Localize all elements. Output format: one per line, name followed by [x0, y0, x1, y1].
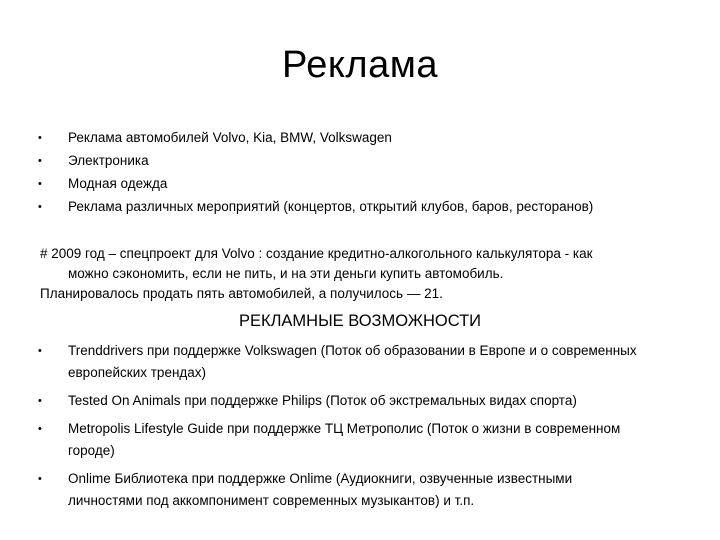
list-item	[38, 340, 648, 384]
bullet-icon: •	[38, 423, 42, 435]
list-item	[38, 196, 678, 219]
note-line: # 2009 год – спецпроект для Volvo : создание кредитно-алкогольного калькулятора - как	[40, 246, 593, 261]
bullet-icon: •	[38, 345, 42, 357]
list-item-text: Tested On Animals при поддержке Philips (Поток об экстремальных видах спорта)	[68, 393, 577, 408]
list-item-text: Реклама автомобилей Volvo, Kia, BMW, Volkswagen	[68, 130, 392, 145]
list-item	[38, 173, 678, 196]
list-item-text: Электроника	[68, 153, 149, 168]
bullet-list-ad-opportunities	[38, 340, 648, 518]
bullet-icon: •	[38, 201, 42, 213]
bullet-list-ad-categories	[38, 127, 678, 219]
list-item-text: Реклама различных мероприятий (концертов, открытий клубов, баров, ресторанов)	[68, 199, 594, 214]
note-line: Планировалось продать пять автомобилей, а получилось — 21.	[40, 286, 443, 301]
note-line: можно сэкономить, если не пить, и на эти деньги купить автомобиль.	[68, 266, 504, 281]
bullet-icon: •	[38, 178, 42, 190]
list-item-text: Модная одежда	[68, 176, 168, 191]
list-item-text: Trenddrivers при поддержке Volkswagen (Поток об образовании в Европе и о современных европейских трендах)	[68, 343, 637, 380]
list-item	[38, 150, 678, 173]
section-heading: РЕКЛАМНЫЕ ВОЗМОЖНОСТИ	[238, 312, 482, 330]
list-item	[38, 390, 648, 412]
list-item-text: Metropolis Lifestyle Guide при поддержке ТЦ Метрополис (Поток о жизни в современном городе)	[68, 421, 621, 458]
slide-title: Реклама	[282, 44, 438, 86]
list-item	[38, 418, 648, 462]
list-item	[38, 468, 648, 512]
bullet-icon: •	[38, 395, 42, 407]
special-project-note	[40, 244, 680, 304]
bullet-icon: •	[38, 473, 42, 485]
list-item-text: Onlime Библиотека при поддержке Onlime (Аудиокниги, озвученные известными личностями под аккомпонимент современных музыкантов) и т.п.	[68, 471, 573, 508]
bullet-icon: •	[38, 155, 42, 167]
list-item	[38, 127, 678, 150]
bullet-icon: •	[38, 132, 42, 144]
